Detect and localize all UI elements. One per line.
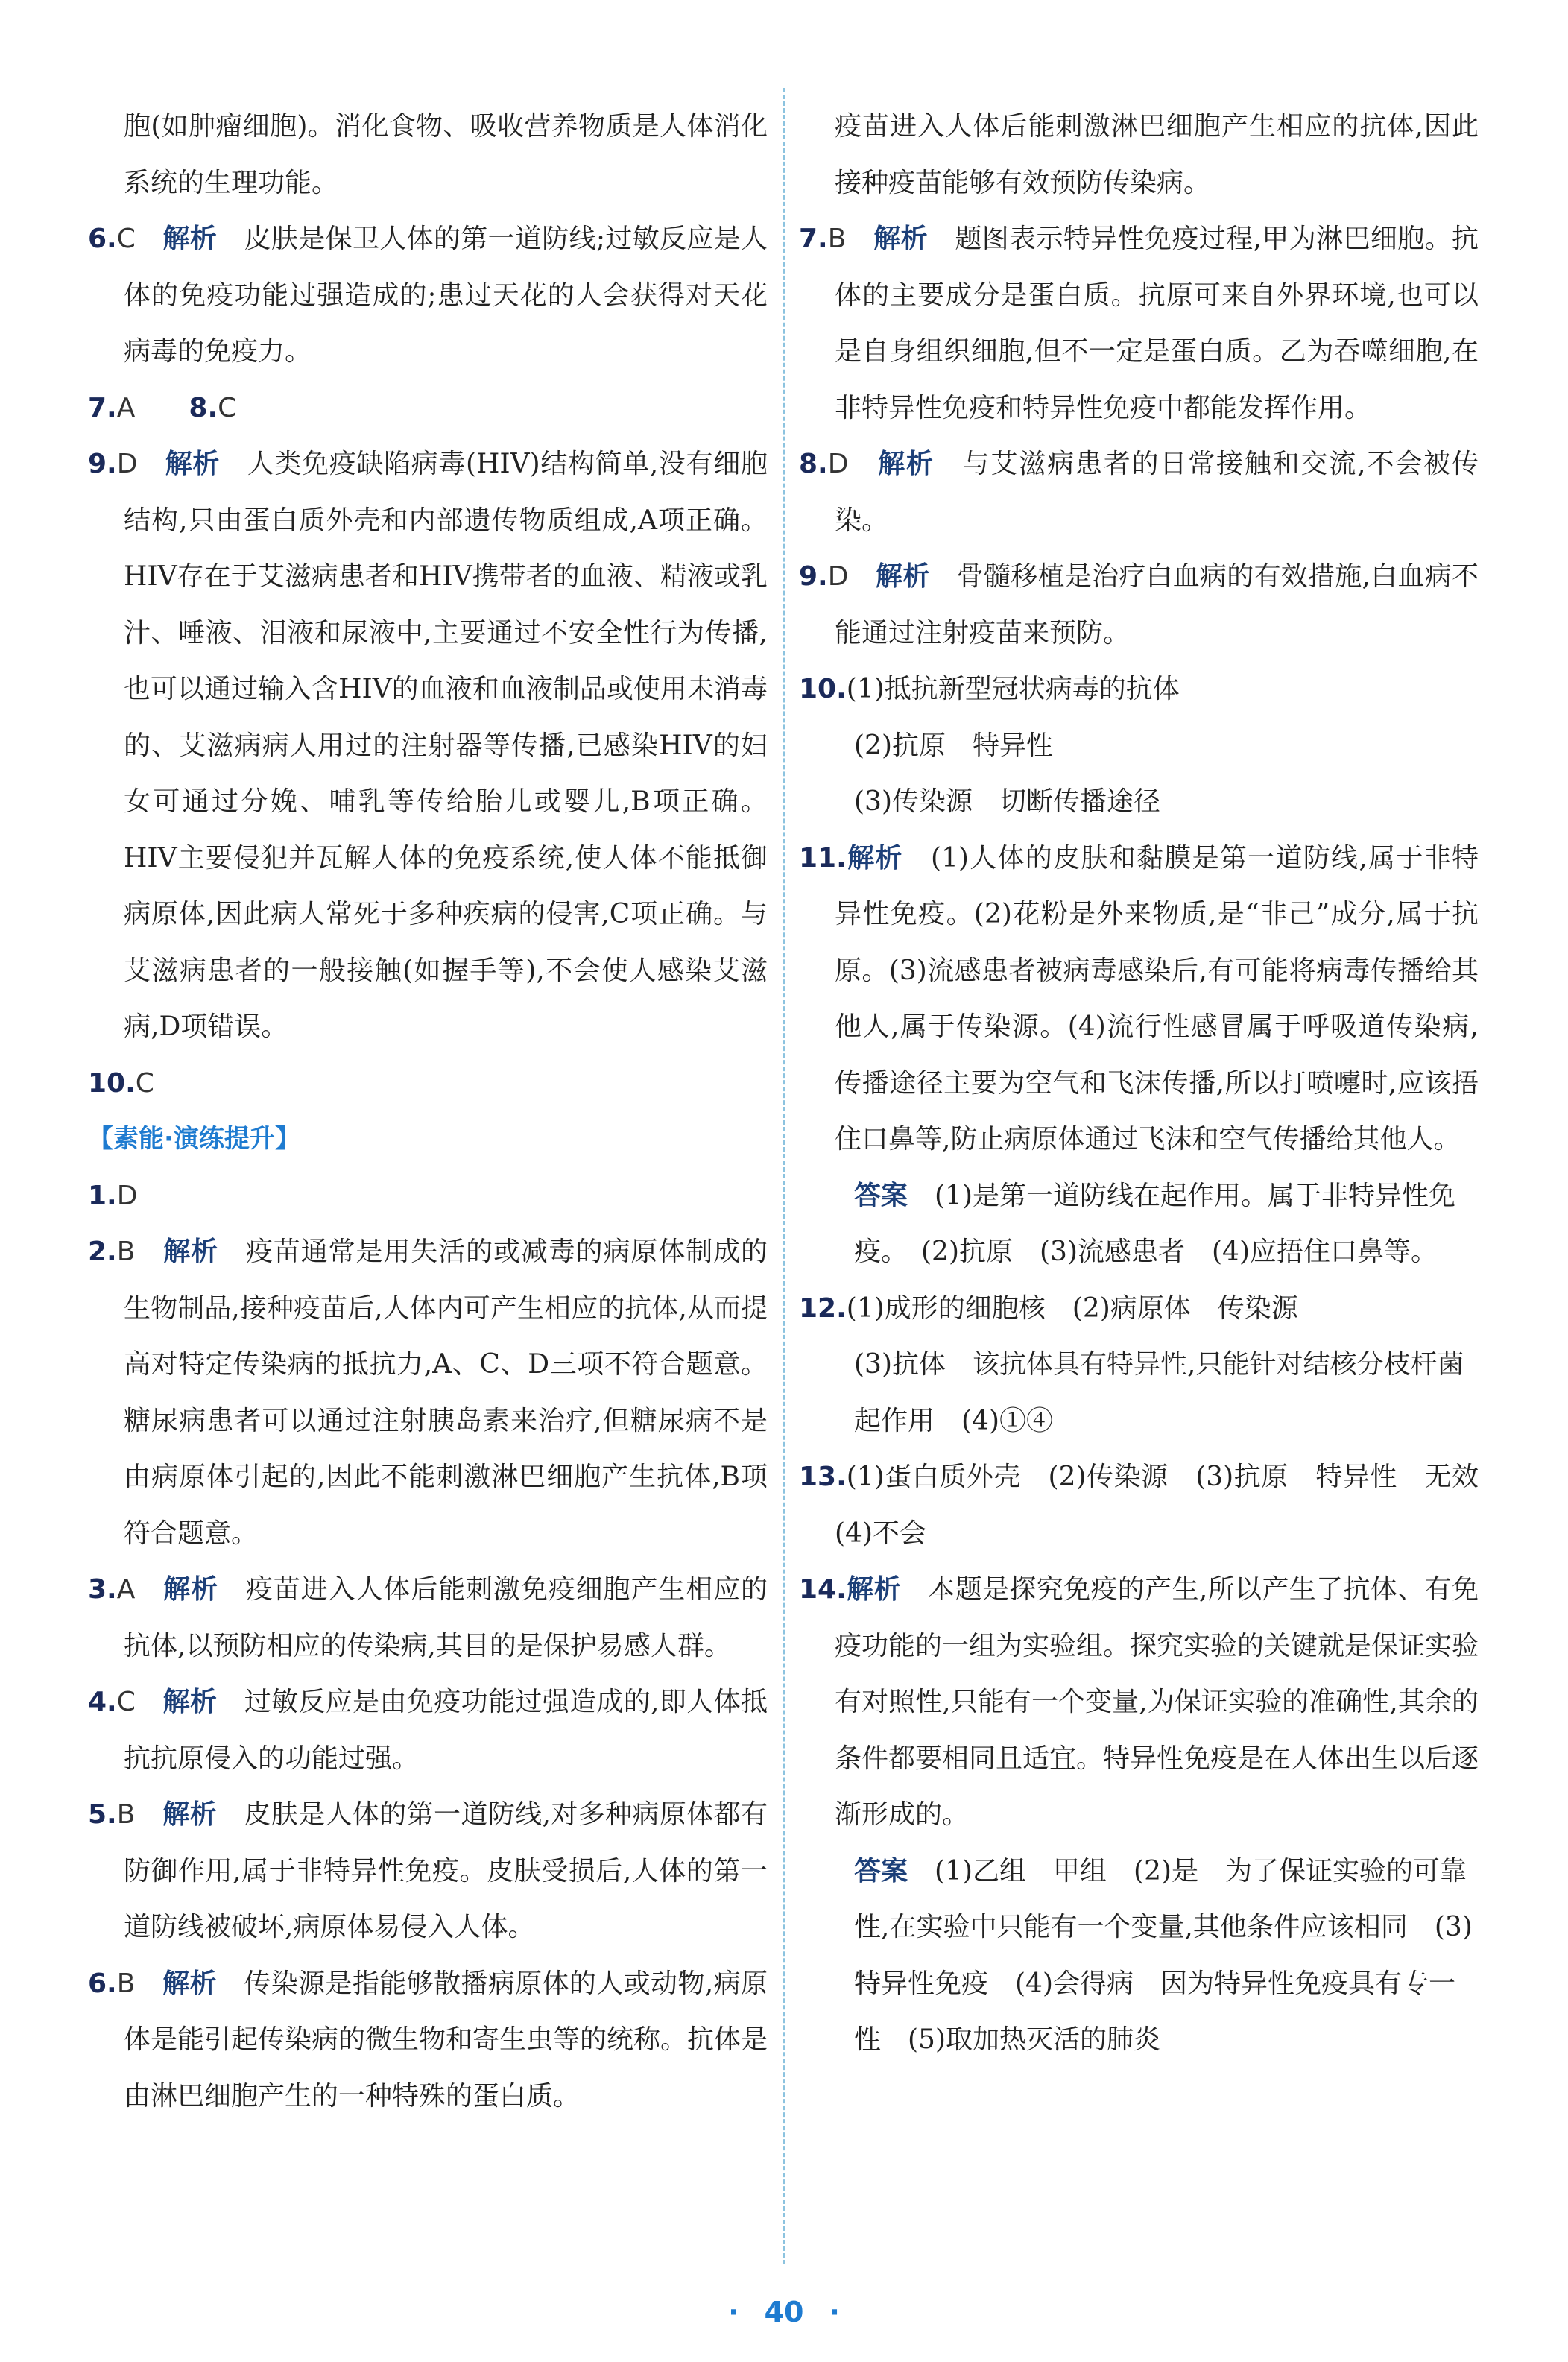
answer-item-s10: 10.(1)抵抗新型冠状病毒的抗体 [799, 674, 1180, 704]
answer-item-s5: 5.B 解析 皮肤是人体的第一道防线,对多种病原体都有防御作用,属于非特异性免疫。皮肤受损后,人体的第一道防线被破坏,病原体易侵入人体。 [88, 1799, 768, 1942]
answer-item-s1: 1.D [88, 1180, 138, 1211]
left-column [88, 98, 768, 2124]
answer-item-s13: 13.(1)蛋白质外壳 (2)传染源 (3)抗原 特异性 无效 (4)不会 [799, 1462, 1506, 1549]
answer-item-7-8: 7.A 8.C [88, 392, 237, 423]
page-number-value: 40 [764, 2296, 804, 2328]
page-number [0, 2296, 1568, 2328]
continued-text: 胞(如肿瘤细胞)。消化食物、吸收营养物质是人体消化系统的生理功能。 [124, 111, 768, 198]
answer-item-s8: 8.D 解析 与艾滋病患者的日常接触和交流,不会被传染。 [799, 449, 1479, 536]
answer-item-10: 10.C [88, 1067, 154, 1099]
answer-item-9: 9.D 解析 人类免疫缺陷病毒(HIV)结构简单,没有细胞结构,只由蛋白质外壳和内部遗传物质组成,A项正确。HIV存在于艾滋病患者和HIV携带者的血液、精液或乳汁、唾液、泪液和尿液中,主要通过不安全性行为传播,也可以通过输入含HIV的血液和血液制品或使用未消毒的、艾滋病病人用过的注射器等传播,已感染HIV的妇女可通过分娩、哺乳等传给胎儿或婴儿,B项正确。HIV主要侵犯并瓦解人体的免疫系统,使人体不能抵御病原体,因此病人常死于多种疾病的侵害,C项正确。与艾滋病患者的一般接触(如握手等),不会使人感染艾滋病,D项错误。 [88, 449, 768, 1042]
answer-item-s11: 11.解析 (1)人体的皮肤和黏膜是第一道防线,属于非特异性免疫。(2)花粉是外来物质,是“非己”成分,属于抗原。(3)流感患者被病毒感染后,有可能将病毒传播给其他人,属于传染源。(4)流行性感冒属于呼吸道传染病,传播途径主要为空气和飞沫传播,所以打喷嚏时,应该捂住口鼻等,防止病原体通过飞沫和空气传播给其他人。 [799, 842, 1479, 1155]
dot-right: · [829, 2296, 840, 2328]
column-divider [783, 88, 785, 2264]
answer-block: 答案 (1)是第一道防线在起作用。属于非特异性免疫。 (2)抗原 (3)流感患者 (4)应捂住口鼻等。 [854, 1180, 1456, 1267]
answer-line: (2)抗原 特异性 [854, 730, 1053, 761]
answer-item-s2: 2.B 解析 疫苗通常是用失活的或减毒的病原体制成的生物制品,接种疫苗后,人体内可产生相应的抗体,从而提高对特定传染病的抵抗力,A、C、D三项不符合题意。糖尿病患者可以通过注射胰岛素来治疗,但糖尿病不是由病原体引起的,因此不能刺激淋巴细胞产生抗体,B项符合题意。 [88, 1237, 768, 1549]
answer-item-s14: 14.解析 本题是探究免疫的产生,所以产生了抗体、有免疫功能的一组为实验组。探究实验的关键就是保证实验有对照性,只能有一个变量,为保证实验的准确性,其余的条件都要相同且适宜。特异性免疫是在人体出生以后逐渐形成的。 [799, 1574, 1479, 1830]
continued-text: 疫苗进入人体后能刺激淋巴细胞产生相应的抗体,因此接种疫苗能够有效预防传染病。 [835, 111, 1479, 198]
right-column [799, 98, 1506, 2068]
answer-block: 答案 (1)乙组 甲组 (2)是 为了保证实验的可靠性,在实验中只能有一个变量,其他条件应该相同 (3)特异性免疫 (4)会得病 因为特异性免疫具有专一性 (5)取加热灭活的肺炎 [854, 1855, 1473, 2055]
answer-item-s12: 12.(1)成形的细胞核 (2)病原体 传染源 [799, 1292, 1298, 1324]
answer-item-s4: 4.C 解析 过敏反应是由免疫功能过强造成的,即人体抵抗抗原侵入的功能过强。 [88, 1687, 768, 1774]
answer-line: (3)抗体 该抗体具有特异性,只能针对结核分枝杆菌起作用 (4)①④ [854, 1349, 1464, 1436]
answer-item-s6: 6.B 解析 传染源是指能够散播病原体的人或动物,病原体是能引起传染病的微生物和寄生虫等的统称。抗体是由淋巴细胞产生的一种特殊的蛋白质。 [88, 1968, 768, 2112]
answer-item-s3: 3.A 解析 疫苗进入人体后能刺激免疫细胞产生相应的抗体,以预防相应的传染病,其目的是保护易感人群。 [88, 1574, 768, 1661]
section-heading: 【素能·演练提升】 [88, 1124, 300, 1154]
dot-left: · [728, 2296, 739, 2328]
answer-item-6: 6.C 解析 皮肤是保卫人体的第一道防线;过敏反应是人体的免疫功能过强造成的;患过天花的人会获得对天花病毒的免疫力。 [88, 224, 768, 367]
answer-item-s7: 7.B 解析 题图表示特异性免疫过程,甲为淋巴细胞。抗体的主要成分是蛋白质。抗原可来自外界环境,也可以是自身组织细胞,但不一定是蛋白质。乙为吞噬细胞,在非特异性免疫和特异性免疫中都能发挥作用。 [799, 224, 1479, 423]
answer-line: (3)传染源 切断传播途径 [854, 786, 1160, 817]
answer-item-s9: 9.D 解析 骨髓移植是治疗白血病的有效措施,白血病不能通过注射疫苗来预防。 [799, 561, 1479, 648]
